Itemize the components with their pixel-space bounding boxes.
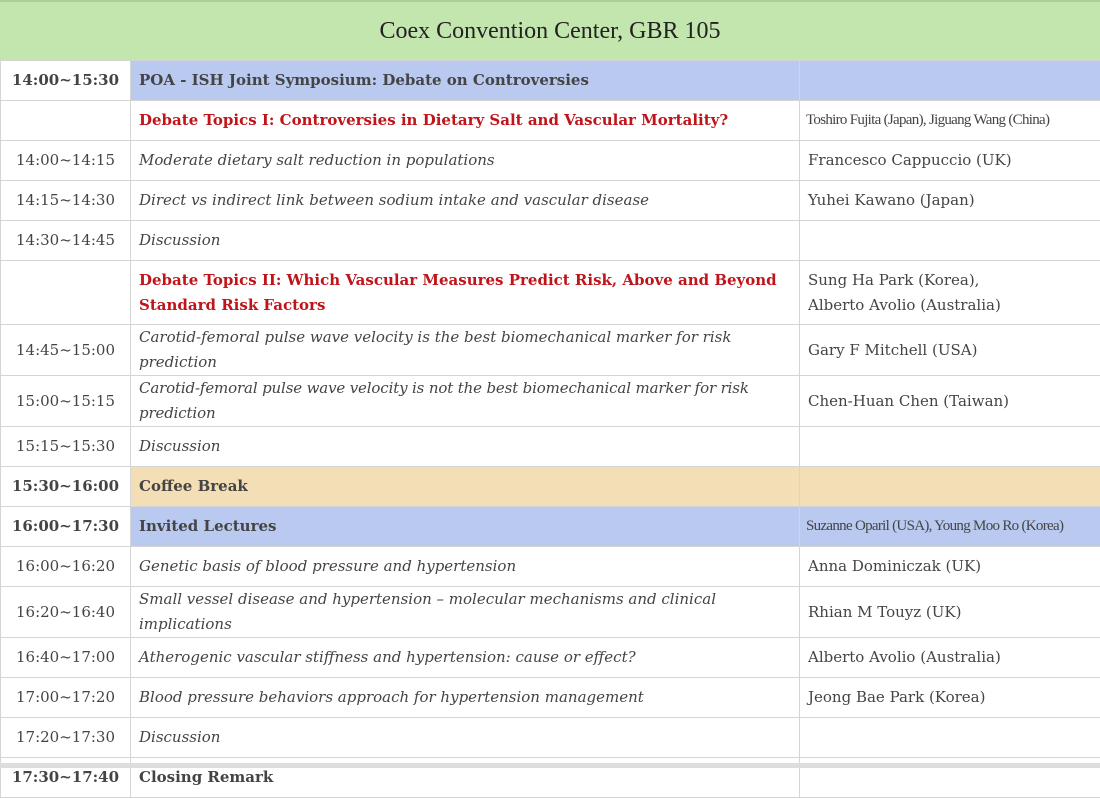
speaker-cell <box>800 61 1100 101</box>
speaker-cell: Francesco Cappuccio (UK) <box>800 141 1100 181</box>
speaker-cell: Rhian M Touyz (UK) <box>800 587 1100 638</box>
speaker-cell <box>800 221 1100 261</box>
session-title: Closing Remark <box>131 758 800 798</box>
time-cell: 14:45~15:00 <box>1 325 131 376</box>
talk-title: Discussion <box>131 221 800 261</box>
chair-cell: Suzanne Oparil (USA), Young Moo Ro (Korea) <box>800 507 1100 547</box>
table-row <box>1 325 1100 376</box>
speaker-cell: Alberto Avolio (Australia) <box>800 638 1100 678</box>
table-row <box>1 376 1100 427</box>
talk-title: Blood pressure behaviors approach for hypertension management <box>131 678 800 718</box>
talk-title: Discussion <box>131 718 800 758</box>
time-cell: 16:00~16:20 <box>1 547 131 587</box>
table-row <box>1 547 1100 587</box>
table-row <box>1 467 1100 507</box>
venue-title: Coex Convention Center, GBR 105 <box>379 18 720 45</box>
time-cell: 15:30~16:00 <box>1 467 131 507</box>
table-row <box>1 638 1100 678</box>
speaker-cell: Yuhei Kawano (Japan) <box>800 181 1100 221</box>
debate-topic-title: Debate Topics II: Which Vascular Measures Predict Risk, Above and Beyond Standard Risk Factors <box>131 261 800 325</box>
table-row <box>1 718 1100 758</box>
table-row <box>1 61 1100 101</box>
venue-header <box>0 0 1100 60</box>
speaker-cell <box>800 718 1100 758</box>
talk-title: Discussion <box>131 427 800 467</box>
session-title: Invited Lectures <box>131 507 800 547</box>
speaker-cell <box>800 427 1100 467</box>
time-cell: 15:15~15:30 <box>1 427 131 467</box>
session-title: Coffee Break <box>131 467 800 507</box>
time-cell <box>1 261 131 325</box>
speaker-cell: Chen-Huan Chen (Taiwan) <box>800 376 1100 427</box>
table-row <box>1 587 1100 638</box>
time-cell: 17:30~17:40 <box>1 758 131 798</box>
table-row <box>1 181 1100 221</box>
speaker-cell <box>800 467 1100 507</box>
table-row <box>1 261 1100 325</box>
time-cell: 14:15~14:30 <box>1 181 131 221</box>
time-cell: 16:20~16:40 <box>1 587 131 638</box>
chair-cell <box>800 261 1100 325</box>
bottom-divider <box>0 763 1100 768</box>
table-row <box>1 101 1100 141</box>
time-cell: 17:20~17:30 <box>1 718 131 758</box>
table-row <box>1 141 1100 181</box>
debate-topic-title: Debate Topics I: Controversies in Dietary Salt and Vascular Mortality? <box>131 101 800 141</box>
table-row <box>1 678 1100 718</box>
talk-title: Moderate dietary salt reduction in populations <box>131 141 800 181</box>
program-table <box>0 60 1100 798</box>
time-cell: 14:30~14:45 <box>1 221 131 261</box>
table-row <box>1 427 1100 467</box>
time-cell: 16:00~17:30 <box>1 507 131 547</box>
talk-title: Direct vs indirect link between sodium intake and vascular disease <box>131 181 800 221</box>
speaker-cell: Anna Dominiczak (UK) <box>800 547 1100 587</box>
session-title: POA - ISH Joint Symposium: Debate on Controversies <box>131 61 800 101</box>
time-cell: 14:00~14:15 <box>1 141 131 181</box>
talk-title: Atherogenic vascular stiffness and hypertension: cause or effect? <box>131 638 800 678</box>
time-cell: 17:00~17:20 <box>1 678 131 718</box>
time-cell: 14:00~15:30 <box>1 61 131 101</box>
time-cell: 15:00~15:15 <box>1 376 131 427</box>
chair-line: Alberto Avolio (Australia) <box>808 293 1092 318</box>
speaker-cell: Jeong Bae Park (Korea) <box>800 678 1100 718</box>
table-row <box>1 507 1100 547</box>
talk-title: Carotid-femoral pulse wave velocity is not the best biomechanical marker for risk prediction <box>131 376 800 427</box>
table-row <box>1 221 1100 261</box>
time-cell <box>1 101 131 141</box>
talk-title: Carotid-femoral pulse wave velocity is the best biomechanical marker for risk prediction <box>131 325 800 376</box>
chair-line: Sung Ha Park (Korea), <box>808 268 1092 293</box>
time-cell: 16:40~17:00 <box>1 638 131 678</box>
chair-cell: Toshiro Fujita (Japan), Jiguang Wang (China) <box>800 101 1100 141</box>
talk-title: Small vessel disease and hypertension – molecular mechanisms and clinical implications <box>131 587 800 638</box>
speaker-cell: Gary F Mitchell (USA) <box>800 325 1100 376</box>
talk-title: Genetic basis of blood pressure and hypertension <box>131 547 800 587</box>
